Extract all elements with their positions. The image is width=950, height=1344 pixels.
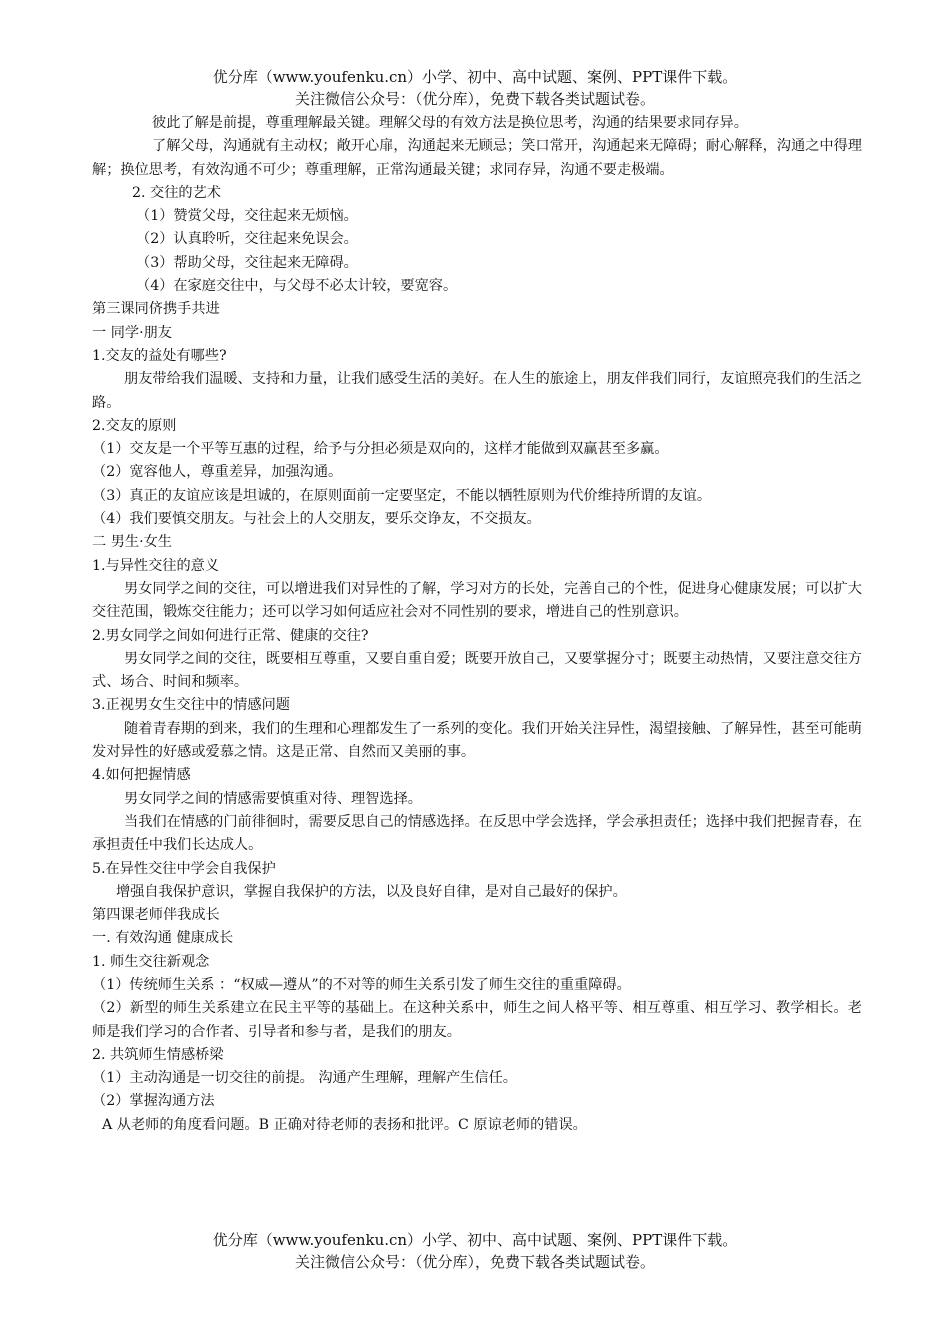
question-heading: 1.交友的益处有哪些? [92, 347, 227, 364]
section-heading: 一. 有效沟通 健康成长 [92, 930, 234, 947]
list-item: （4）在家庭交往中，与父母不必太计较，要宽容。 [136, 278, 458, 295]
question-heading: 4.如何把握情感 [92, 767, 191, 784]
header-line-2: 关注微信公众号：（优分库），免费下载各类试题试卷。 [294, 90, 655, 108]
question-heading: 2. 共筑师生情感桥梁 [92, 1046, 224, 1063]
paragraph: 增强自我保护意识，掌握自我保护的方法，以及良好自律，是对自己最好的保护。 [116, 883, 627, 900]
paragraph: 男女同学之间的交往，既要相互尊重，又要自重自爱；既要开放自己，又要掌握分寸；既要主动热情，又要注意交往方式、场合、时间和频率。 [92, 650, 862, 691]
list-item: （3）真正的友谊应该是坦诚的，在原则面前一定要坚定，不能以牺牲原则为代价维持所谓的友谊。 [92, 487, 712, 504]
question-heading: 1.与异性交往的意义 [92, 557, 220, 574]
footer-line-1: 优分库（www.youfenku.cn）小学、初中、高中试题、案例、PPT课件下载。 [212, 1231, 738, 1249]
footer-line-2: 关注微信公众号：（优分库），免费下载各类试题试卷。 [294, 1253, 655, 1271]
lesson-title: 第四课老师伴我成长 [92, 907, 220, 924]
question-heading: 2.交友的原则 [92, 417, 177, 434]
list-item: （1）赞赏父母，交往起来无烦恼。 [136, 208, 358, 225]
paragraph: 男女同学之间的情感需要慎重对待、理智选择。 [124, 790, 422, 807]
paragraph: 了解父母，沟通就有主动权；敞开心扉，沟通起来无顾忌；笑口常开，沟通起来无障碍；耐心解释，沟通之中得理解；换位思考，有效沟通不可少；尊重理解，正常沟通最关键；求同存异，沟通不要走极端。 [92, 138, 862, 178]
header-line-1: 优分库（www.youfenku.cn）小学、初中、高中试题、案例、PPT课件下载。 [212, 68, 738, 86]
document-body [92, 112, 862, 1137]
paragraph: 朋友带给我们温暖、支持和力量，让我们感受生活的美好。在人生的旅途上，朋友伴我们同行，友谊照亮我们的生活之路。 [92, 371, 862, 411]
list-item: （1）交友是一个平等互惠的过程，给予与分担必须是双向的，这样才能做到双赢甚至多赢。 [92, 441, 669, 458]
list-item: A 从老师的角度看问题。B 正确对待老师的表扬和批评。C 原谅老师的错误。 [102, 1116, 587, 1133]
list-item: （2）新型的师生关系建立在民主平等的基础上。在这种关系中，师生之间人格平等、相互尊重、相互学习、教学相长。老师是我们学习的合作者、引导者和参与者，是我们的朋友。 [92, 1000, 862, 1040]
section-heading: 二 男生·女生 [92, 534, 172, 551]
paragraph: 男女同学之间的交往，可以增进我们对异性的了解，学习对方的长处，完善自己的个性，促进身心健康发展；可以扩大交往范围，锻炼交往能力；还可以学习如何适应社会对不同性别的要求，增进自己的性别意识。 [92, 580, 862, 621]
paragraph: 随着青春期的到来，我们的生理和心理都发生了一系列的变化。我们开始关注异性，渴望接触、了解异性，甚至可能萌发对异性的好感或爱慕之情。这是正常、自然而又美丽的事。 [92, 720, 862, 761]
question-heading: 2.男女同学之间如何进行正常、健康的交往? [92, 627, 369, 644]
list-item: （2）宽容他人，尊重差异，加强沟通。 [92, 464, 343, 481]
section-heading: 2. 交往的艺术 [132, 184, 221, 201]
question-heading: 1. 师生交往新观念 [92, 953, 210, 970]
question-heading: 5.在异性交往中学会自我保护 [92, 860, 276, 877]
list-item: （2）认真聆听，交往起来免误会。 [136, 231, 358, 248]
list-item: （1）主动沟通是一切交往的前提。 沟通产生理解，理解产生信任。 [92, 1070, 517, 1087]
lesson-title: 第三课同侪携手共进 [92, 301, 220, 318]
list-item: （4）我们要慎交朋友。与社会上的人交朋友，要乐交诤友，不交损友。 [92, 511, 541, 528]
paragraph: 当我们在情感的门前徘徊时，需要反思自己的情感选择。在反思中学会选择，学会承担责任；选择中我们把握青春，在承担责任中我们长达成人。 [92, 813, 862, 854]
list-item: （1）传统师生关系 ：“权威—遵从”的不对等的师生关系引发了师生交往的重重障碍。 [92, 976, 631, 993]
list-item: （3）帮助父母，交往起来无障碍。 [136, 254, 358, 271]
list-item: （2）掌握沟通方法 [92, 1093, 215, 1110]
paragraph: 彼此了解是前提，尊重理解最关键。理解父母的有效方法是换位思考，沟通的结果要求同存异。 [152, 115, 748, 131]
question-heading: 3.正视男女生交往中的情感问题 [92, 697, 290, 714]
section-heading: 一 同学·朋友 [92, 324, 172, 341]
